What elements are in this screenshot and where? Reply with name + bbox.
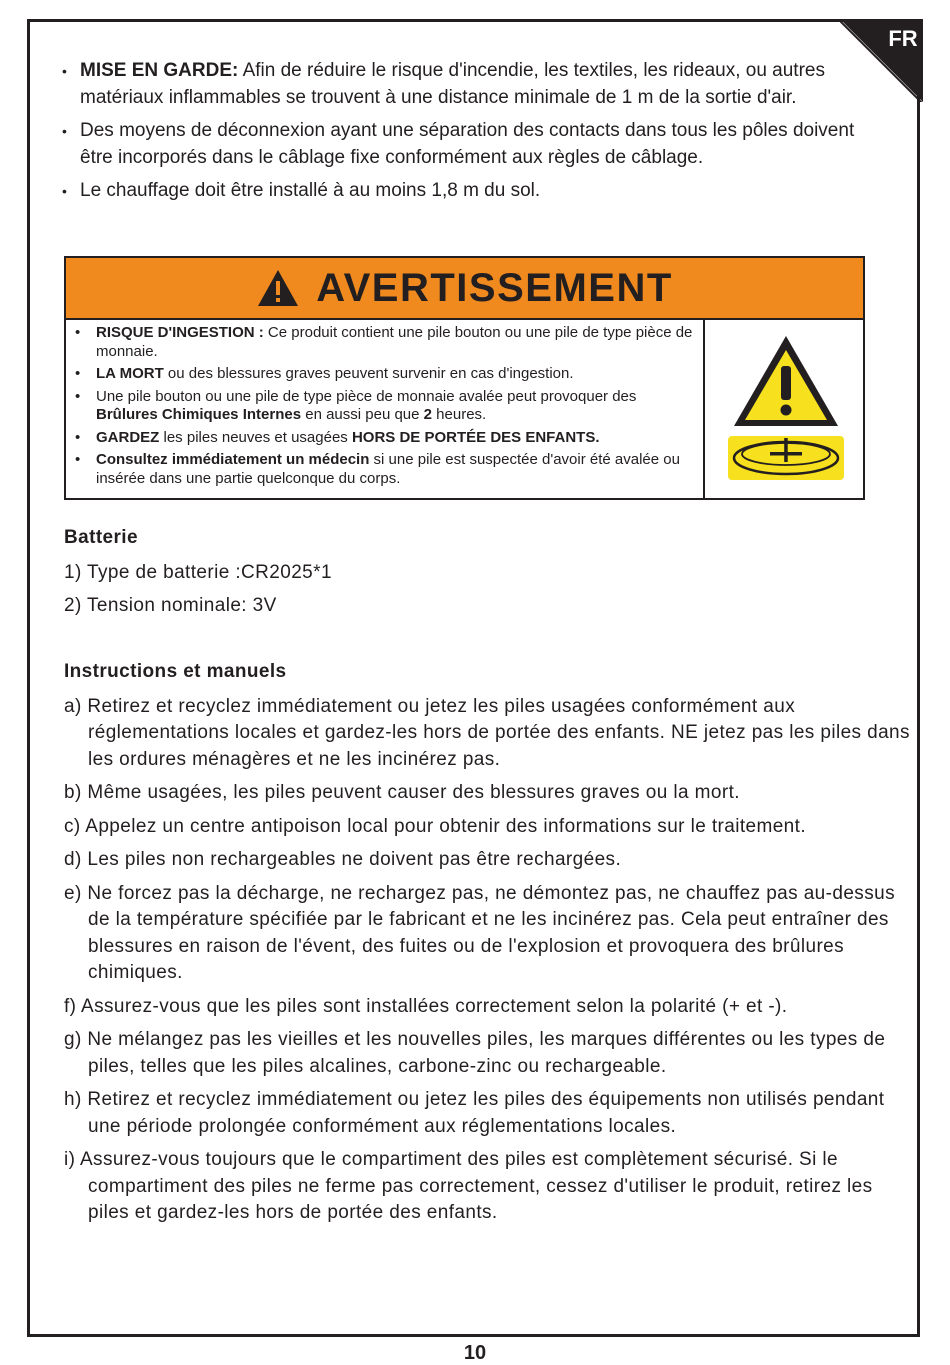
bullet-dot: • <box>75 365 81 382</box>
page-number: 10 <box>463 1342 487 1364</box>
bullet-text: Des moyens de déconnexion ayant une séparation des contacts dans tous les pôles doivent être incorporés dans le câblage fixe conformément aux règles de câblage. <box>80 120 855 168</box>
bullet-text: Afin de réduire le risque d'incendie, les textiles, les rideaux, ou autres matériaux inflammables se trouvent à une distance minimale de 1 m de la sortie d'air. <box>80 60 825 108</box>
bullet-lead: MISE EN GARDE: <box>80 60 239 81</box>
warning-item <box>72 365 700 384</box>
warning-item <box>72 451 700 488</box>
coin-battery-icon <box>728 436 844 480</box>
bullet-dot: • <box>75 451 81 468</box>
bullet-dot: • <box>62 63 67 79</box>
battery-title: Batterie <box>64 527 138 548</box>
battery-section <box>64 525 332 627</box>
warning-text: Ce produit contient une pile bouton ou une pile de type pièce de monnaie. <box>96 324 693 360</box>
warning-emphasis: 2 <box>423 406 432 423</box>
bullet-item <box>62 118 892 171</box>
instruction-item: e) Ne forcez pas la décharge, ne rechargez pas, ne démontez pas, ne chauffez pas au-dessus de la température spécifiée par le fabricant et ne les incinérez pas. Cela peut entraîner des blessures en raison de l'évent, des fuites ou de l'explosion et provoquera des brûlures chimiques. <box>64 882 895 983</box>
safety-bullets <box>62 58 892 212</box>
battery-warning-pictogram <box>726 332 846 492</box>
warning-emphasis: LA MORT <box>96 365 164 382</box>
warning-item <box>72 324 700 361</box>
warning-text: si une pile est suspectée d'avoir été avalée ou insérée dans une partie quelconque du corps. <box>96 451 680 487</box>
instruction-item: i) Assurez-vous toujours que le compartiment des piles est complètement sécurisé. Si le compartiment des piles ne ferme pas correctement, cessez d'utiliser le produit, retirez les piles et gardez-les hors de portée des enfants. <box>64 1149 873 1223</box>
warning-triangle-icon <box>256 268 300 308</box>
warning-body <box>66 320 863 500</box>
warning-text: ou des blessures graves peuvent survenir en cas d'ingestion. <box>163 365 574 382</box>
warning-emphasis: RISQUE D'INGESTION : <box>96 324 264 341</box>
bullet-item <box>62 178 892 205</box>
bullet-dot: • <box>75 324 81 341</box>
warning-text: les piles neuves et usagées <box>159 428 352 446</box>
instruction-item: d) Les piles non rechargeables ne doivent pas être rechargées. <box>64 849 622 870</box>
battery-voltage-line: 2) Tension nominale: 3V <box>64 595 277 616</box>
warning-divider <box>703 320 705 500</box>
bullet-dot: • <box>75 387 81 405</box>
battery-type-line: 1) Type de batterie :CR2025*1 <box>64 561 332 583</box>
instruction-item: c) Appelez un centre antipoison local pour obtenir des informations sur le traitement. <box>64 815 807 837</box>
instructions-title: Instructions et manuels <box>64 661 287 682</box>
warning-list <box>72 324 700 492</box>
warning-text: en aussi peu que <box>301 406 424 423</box>
warning-emphasis: Brûlures Chimiques Internes <box>96 406 302 423</box>
warning-header <box>66 258 863 320</box>
instruction-item: f) Assurez-vous que les piles sont installées correctement selon la polarité (+ et -). <box>64 995 788 1017</box>
instruction-item: g) Ne mélangez pas les vieilles et les nouvelles piles, les marques différentes ou les types de piles, telles que les piles alcalines, carbone-zinc ou rechargeable. <box>64 1029 886 1077</box>
instruction-item: h) Retirez et recyclez immédiatement ou jetez les piles des équipements non utilisés pendant une période prolongée conformément aux réglementations locales. <box>64 1089 885 1137</box>
warning-title: AVERTISSEMENT <box>316 265 673 310</box>
instructions-section <box>64 659 918 1234</box>
bullet-dot: • <box>62 123 67 139</box>
bullet-item <box>62 58 892 111</box>
warning-text: heures. <box>432 406 487 423</box>
warning-emphasis: GARDEZ <box>96 428 160 446</box>
instruction-item: b) Même usagées, les piles peuvent causer des blessures graves ou la mort. <box>64 782 740 803</box>
language-tag: FR <box>888 26 918 51</box>
instruction-item: a) Retirez et recyclez immédiatement ou jetez les piles usagées conformément aux réglementations locales et gardez-les hors de portée des enfants. NE jetez pas les piles dans les ordures ménagères et ne les incinérez pas. <box>64 695 910 770</box>
bullet-dot: • <box>62 183 67 199</box>
warning-item <box>72 429 700 448</box>
warning-emphasis: Consultez immédiatement un médecin <box>96 451 370 468</box>
bullet-dot: • <box>75 428 81 446</box>
warning-triangle-icon <box>734 336 838 426</box>
warning-emphasis: HORS DE PORTÉE DES ENFANTS. <box>351 428 600 446</box>
warning-box <box>64 256 865 500</box>
warning-item <box>72 388 700 425</box>
bullet-text: Le chauffage doit être installé à au moins 1,8 m du sol. <box>80 180 541 201</box>
warning-text: Une pile bouton ou une pile de type pièce de monnaie avalée peut provoquer des <box>96 387 637 405</box>
